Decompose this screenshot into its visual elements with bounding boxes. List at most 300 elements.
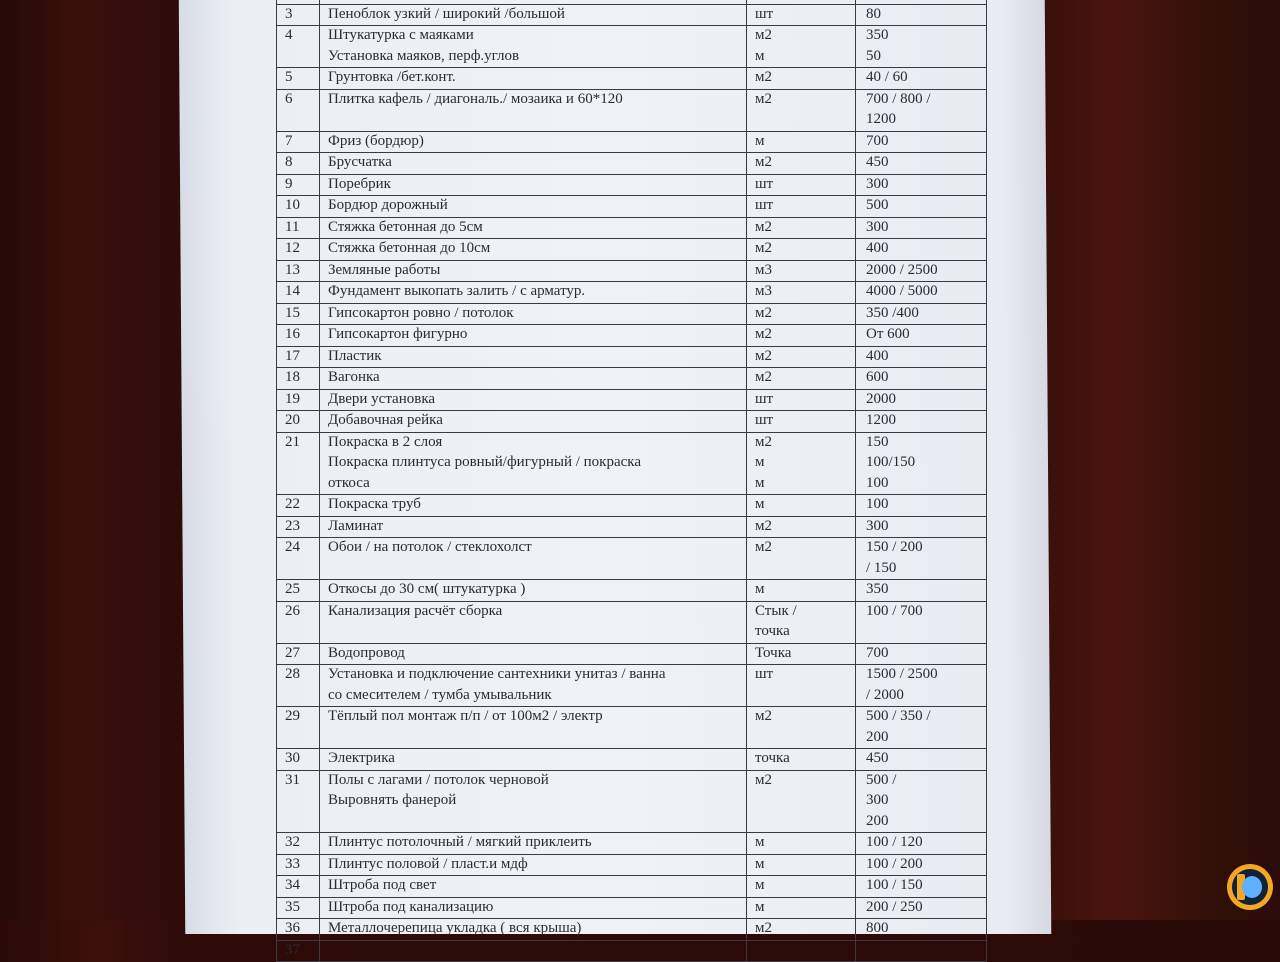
- work-name-cell: [320, 770, 747, 833]
- price-value: 40 / 60: [866, 69, 908, 85]
- work-name: Земляные работы: [328, 261, 441, 278]
- row-number: 36: [277, 919, 320, 941]
- price-value-cell: [856, 580, 987, 602]
- unit-of-measure: м: [755, 132, 765, 149]
- work-name: Ламинат: [328, 517, 384, 534]
- row-number: 6: [277, 89, 320, 131]
- work-name-cell: [320, 601, 747, 643]
- work-name: Электрика: [328, 750, 395, 766]
- unit-of-measure: м: [755, 474, 765, 491]
- table-row: [277, 153, 987, 175]
- price-value-cell: [856, 854, 987, 876]
- work-name-cell: [320, 516, 747, 538]
- work-name: Брусчатка: [328, 154, 392, 170]
- work-name-cell: [320, 940, 747, 962]
- row-number: 12: [277, 239, 320, 261]
- price-value-cell: [856, 68, 987, 90]
- price-value: 80: [866, 5, 881, 22]
- unit-of-measure-cell: [747, 131, 856, 153]
- row-number: 24: [277, 538, 320, 580]
- price-value-cell: [856, 495, 987, 517]
- work-name: Штроба под канализацию: [328, 898, 494, 915]
- unit-of-measure: м: [755, 496, 765, 512]
- table-row: [277, 919, 987, 941]
- unit-of-measure: точка: [755, 750, 790, 766]
- unit-of-measure: м: [755, 581, 765, 597]
- price-value: 150: [866, 433, 889, 450]
- unit-of-measure-cell: [747, 854, 856, 876]
- work-name: Покраска труб: [328, 496, 421, 512]
- work-name: Водопровод: [328, 644, 405, 661]
- work-name: Полы с лагами / потолок черновой: [328, 771, 549, 788]
- wooden-surface-left: [0, 0, 190, 920]
- row-number: 27: [277, 643, 320, 665]
- row-number: 19: [277, 389, 320, 411]
- table-row: [277, 601, 987, 643]
- row-number: 5: [277, 68, 320, 90]
- unit-of-measure: м: [755, 855, 765, 872]
- work-name-cell: [320, 495, 747, 517]
- row-number: 10: [277, 196, 320, 218]
- unit-of-measure: м2: [755, 369, 772, 385]
- price-list-body: [277, 0, 987, 962]
- table-row: [277, 580, 987, 602]
- unit-of-measure: точка: [755, 623, 790, 639]
- row-number: 4: [277, 26, 320, 68]
- work-name: Вагонка: [328, 369, 380, 385]
- work-name-cell: [320, 239, 747, 261]
- work-name-cell: [320, 303, 747, 325]
- unit-of-measure: [755, 0, 851, 4]
- price-value: / 150: [866, 559, 897, 576]
- table-row: [277, 4, 987, 26]
- price-value-cell: [856, 665, 987, 707]
- price-value: 4000 / 5000: [866, 283, 938, 299]
- row-number: 23: [277, 516, 320, 538]
- price-value: 400: [866, 240, 889, 256]
- price-value: 350: [866, 581, 889, 597]
- unit-of-measure: м2: [755, 218, 772, 235]
- unit-of-measure-cell: [747, 89, 856, 131]
- table-row: [277, 940, 987, 962]
- work-name: Откосы до 30 см( штукатурка ): [328, 581, 526, 597]
- logo-circle: [1242, 876, 1262, 898]
- work-name: Плитка кафель / диагональ./ мозаика и 60*120: [328, 90, 623, 107]
- unit-of-measure: м2: [755, 326, 772, 342]
- price-value-cell: [856, 876, 987, 898]
- price-value-cell: [856, 174, 987, 196]
- price-value-cell: [856, 89, 987, 131]
- work-name-cell: [320, 346, 747, 368]
- unit-of-measure-cell: [747, 368, 856, 390]
- unit-of-measure: шт: [755, 5, 774, 22]
- price-value-cell: [856, 217, 987, 239]
- unit-of-measure: м2: [755, 708, 772, 724]
- price-value: 1500 / 2500: [866, 666, 938, 682]
- price-value-cell: [856, 770, 987, 833]
- price-value-cell: [856, 411, 987, 433]
- unit-of-measure-cell: [747, 665, 856, 707]
- work-name: Установка маяков, перф.углов: [328, 47, 520, 64]
- table-row: [277, 516, 987, 538]
- price-value: 100/150: [866, 454, 916, 470]
- row-number: 31: [277, 770, 320, 833]
- price-value: 500 /: [866, 771, 897, 788]
- row-number: 33: [277, 854, 320, 876]
- table-row: [277, 432, 987, 495]
- price-value-cell: [856, 26, 987, 68]
- price-value-cell: [856, 260, 987, 282]
- price-value-cell: [856, 516, 987, 538]
- work-name: Плинтус потолочный / мягкий приклеить: [328, 834, 592, 850]
- unit-of-measure: шт: [755, 175, 774, 192]
- work-name-cell: [320, 153, 747, 175]
- row-number: 30: [277, 749, 320, 771]
- price-value-cell: [856, 346, 987, 368]
- price-value: 100 / 700: [866, 602, 923, 619]
- row-number: 32: [277, 833, 320, 855]
- unit-of-measure-cell: [747, 196, 856, 218]
- row-number: 3: [277, 4, 320, 26]
- price-value-cell: [856, 643, 987, 665]
- unit-of-measure: м2: [755, 90, 772, 107]
- table-row: [277, 68, 987, 90]
- work-name: Стяжка бетонная до 5см: [328, 218, 483, 235]
- price-value: От 600: [866, 326, 910, 342]
- work-name: Двери установка: [328, 390, 436, 407]
- unit-of-measure: шт: [755, 412, 774, 428]
- work-name: Грунтовка /бет.конт.: [328, 69, 456, 85]
- price-value-cell: [856, 239, 987, 261]
- row-number: 25: [277, 580, 320, 602]
- price-value: 450: [866, 750, 889, 766]
- work-name-cell: [320, 89, 747, 131]
- unit-of-measure: Точка: [755, 644, 792, 661]
- price-value: 50: [866, 47, 881, 64]
- unit-of-measure-cell: [747, 26, 856, 68]
- work-name-cell: [320, 432, 747, 495]
- unit-of-measure-cell: [747, 707, 856, 749]
- price-value-cell: [856, 282, 987, 304]
- price-value: [866, 941, 982, 962]
- unit-of-measure-cell: [747, 580, 856, 602]
- unit-of-measure: м2: [755, 154, 772, 170]
- row-number: 37: [277, 940, 320, 962]
- unit-of-measure-cell: [747, 282, 856, 304]
- row-number: 13: [277, 260, 320, 282]
- price-value-cell: [856, 432, 987, 495]
- work-name: Добавочная рейка: [328, 412, 443, 428]
- work-name-cell: [320, 174, 747, 196]
- price-value-cell: [856, 389, 987, 411]
- unit-of-measure-cell: [747, 303, 856, 325]
- work-name-cell: [320, 368, 747, 390]
- unit-of-measure-cell: [747, 174, 856, 196]
- work-name: Пеноблок узкий / широкий /большой: [328, 5, 565, 22]
- price-list-table: [276, 0, 987, 962]
- price-value: 2000: [866, 390, 896, 407]
- unit-of-measure: м3: [755, 283, 772, 299]
- price-value-cell: [856, 153, 987, 175]
- work-name-cell: [320, 26, 747, 68]
- unit-of-measure-cell: [747, 346, 856, 368]
- unit-of-measure-cell: [747, 538, 856, 580]
- work-name: Стяжка бетонная до 10см: [328, 240, 491, 256]
- table-row: [277, 411, 987, 433]
- price-value: 1200: [866, 412, 896, 428]
- table-row: [277, 174, 987, 196]
- price-value-cell: [856, 749, 987, 771]
- work-name-cell: [320, 854, 747, 876]
- price-value: 700: [866, 644, 889, 661]
- price-value: [866, 0, 982, 4]
- unit-of-measure-cell: [747, 897, 856, 919]
- unit-of-measure: м2: [755, 240, 772, 256]
- price-value: 700: [866, 132, 889, 149]
- work-name-cell: [320, 919, 747, 941]
- unit-of-measure: м2: [755, 920, 772, 936]
- work-name-cell: [320, 131, 747, 153]
- table-row: [277, 389, 987, 411]
- work-name: Гипсокартон фигурно: [328, 326, 468, 342]
- price-value-cell: [856, 303, 987, 325]
- table-row: [277, 854, 987, 876]
- price-value-cell: [856, 4, 987, 26]
- work-name-cell: [320, 897, 747, 919]
- work-name-cell: [320, 325, 747, 347]
- price-value-cell: [856, 940, 987, 962]
- unit-of-measure: м: [755, 47, 765, 64]
- unit-of-measure: шт: [755, 390, 774, 407]
- unit-of-measure: м2: [755, 27, 772, 43]
- work-name: Покраска плинтуса ровный/фигурный / покраска: [328, 454, 642, 470]
- table-row: [277, 260, 987, 282]
- work-name-cell: [320, 749, 747, 771]
- unit-of-measure: [755, 941, 851, 962]
- work-name-cell: [320, 833, 747, 855]
- unit-of-measure-cell: [747, 325, 856, 347]
- work-name: Металлочерепица укладка ( вся крыша): [328, 920, 582, 936]
- work-name-cell: [320, 4, 747, 26]
- work-name: [328, 941, 742, 962]
- work-name: Установка и подключение сантехники унитаз / ванна: [328, 666, 666, 682]
- unit-of-measure-cell: [747, 919, 856, 941]
- work-name-cell: [320, 389, 747, 411]
- row-number: 34: [277, 876, 320, 898]
- work-name: со смесителем / тумба умывальник: [328, 686, 552, 703]
- table-row: [277, 707, 987, 749]
- work-name-cell: [320, 876, 747, 898]
- table-row: [277, 770, 987, 833]
- row-number: 17: [277, 346, 320, 368]
- work-name-cell: [320, 665, 747, 707]
- work-name-cell: [320, 411, 747, 433]
- price-value-cell: [856, 325, 987, 347]
- unit-of-measure: м: [755, 898, 765, 915]
- unit-of-measure: м3: [755, 261, 772, 278]
- unit-of-measure-cell: [747, 260, 856, 282]
- unit-of-measure-cell: [747, 833, 856, 855]
- price-value-cell: [856, 601, 987, 643]
- row-number: 21: [277, 432, 320, 495]
- unit-of-measure-cell: [747, 68, 856, 90]
- price-value: 1200: [866, 111, 896, 127]
- row-number: 26: [277, 601, 320, 643]
- unit-of-measure-cell: [747, 153, 856, 175]
- unit-of-measure: м2: [755, 304, 772, 321]
- table-row: [277, 538, 987, 580]
- price-value-cell: [856, 707, 987, 749]
- table-row: [277, 131, 987, 153]
- price-value: 350 /400: [866, 304, 919, 321]
- price-value-cell: [856, 538, 987, 580]
- work-name: Тёплый пол монтаж п/п / от 100м2 / электр: [328, 708, 603, 724]
- table-row: [277, 876, 987, 898]
- row-number: 18: [277, 368, 320, 390]
- work-name: Штроба под свет: [328, 877, 437, 893]
- wooden-surface-right: [1045, 0, 1280, 920]
- row-number: 9: [277, 174, 320, 196]
- price-value: 100 / 200: [866, 855, 923, 872]
- table-row: [277, 325, 987, 347]
- unit-of-measure-cell: [747, 217, 856, 239]
- work-name-cell: [320, 643, 747, 665]
- work-name: Обои / на потолок / стеклохолст: [328, 539, 532, 555]
- unit-of-measure: м: [755, 454, 765, 470]
- price-value: 800: [866, 920, 889, 936]
- unit-of-measure-cell: [747, 239, 856, 261]
- table-row: [277, 196, 987, 218]
- unit-of-measure: м2: [755, 517, 772, 534]
- work-name: Пластик: [328, 347, 382, 364]
- unit-of-measure: м2: [755, 771, 772, 788]
- row-number: 7: [277, 131, 320, 153]
- row-number: 16: [277, 325, 320, 347]
- unit-of-measure: шт: [755, 197, 774, 213]
- work-name: Покраска в 2 слоя: [328, 433, 443, 450]
- unit-of-measure: м2: [755, 347, 772, 364]
- work-name-cell: [320, 196, 747, 218]
- work-name: Штукатурка с маяками: [328, 27, 474, 43]
- watermark-logo-icon: [1227, 864, 1273, 910]
- unit-of-measure: м: [755, 877, 765, 893]
- price-value: 300: [866, 517, 889, 534]
- unit-of-measure: м2: [755, 539, 772, 555]
- price-value: 100 / 120: [866, 834, 923, 850]
- unit-of-measure-cell: [747, 389, 856, 411]
- row-number: 35: [277, 897, 320, 919]
- unit-of-measure-cell: [747, 643, 856, 665]
- table-row: [277, 749, 987, 771]
- price-value: 300: [866, 792, 889, 808]
- unit-of-measure-cell: [747, 749, 856, 771]
- price-value: 400: [866, 347, 889, 364]
- unit-of-measure: м: [755, 834, 765, 850]
- row-number: 11: [277, 217, 320, 239]
- price-value: 500 / 350 /: [866, 708, 931, 724]
- unit-of-measure-cell: [747, 770, 856, 833]
- price-value: 450: [866, 154, 889, 170]
- row-number: 28: [277, 665, 320, 707]
- row-number: 20: [277, 411, 320, 433]
- price-value-cell: [856, 196, 987, 218]
- unit-of-measure-cell: [747, 601, 856, 643]
- price-value: 100: [866, 474, 889, 491]
- price-value: 600: [866, 369, 889, 385]
- price-value: 200: [866, 728, 889, 745]
- row-number: 15: [277, 303, 320, 325]
- price-value: 150 / 200: [866, 539, 923, 555]
- price-value-cell: [856, 897, 987, 919]
- price-value: 300: [866, 218, 889, 235]
- price-value: 350: [866, 27, 889, 43]
- price-value: 700 / 800 /: [866, 90, 931, 107]
- price-value: 200: [866, 812, 889, 829]
- unit-of-measure-cell: [747, 411, 856, 433]
- table-row: [277, 303, 987, 325]
- work-name-cell: [320, 538, 747, 580]
- work-name-cell: [320, 260, 747, 282]
- table-row: [277, 217, 987, 239]
- price-value-cell: [856, 919, 987, 941]
- unit-of-measure-cell: [747, 432, 856, 495]
- row-number: 29: [277, 707, 320, 749]
- table-row: [277, 239, 987, 261]
- unit-of-measure-cell: [747, 495, 856, 517]
- unit-of-measure: шт: [755, 666, 774, 682]
- price-value-cell: [856, 833, 987, 855]
- table-row: [277, 282, 987, 304]
- work-name: [328, 0, 742, 4]
- unit-of-measure: м2: [755, 69, 772, 85]
- row-number: 8: [277, 153, 320, 175]
- table-row: [277, 495, 987, 517]
- price-value: 200 / 250: [866, 898, 923, 915]
- unit-of-measure-cell: [747, 4, 856, 26]
- price-value: 500: [866, 197, 889, 213]
- table-row: [277, 368, 987, 390]
- work-name-cell: [320, 580, 747, 602]
- price-value-cell: [856, 368, 987, 390]
- work-name-cell: [320, 707, 747, 749]
- table-row: [277, 665, 987, 707]
- unit-of-measure-cell: [747, 940, 856, 962]
- work-name: Фриз (бордюр): [328, 132, 424, 149]
- unit-of-measure: м2: [755, 433, 772, 450]
- row-number: 22: [277, 495, 320, 517]
- work-name: откоса: [328, 474, 370, 491]
- unit-of-measure-cell: [747, 876, 856, 898]
- work-name-cell: [320, 68, 747, 90]
- table-row: [277, 26, 987, 68]
- price-value: 300: [866, 175, 889, 192]
- work-name: Гипсокартон ровно / потолок: [328, 304, 514, 321]
- work-name-cell: [320, 217, 747, 239]
- work-name: Выровнять фанерой: [328, 792, 457, 808]
- price-value-cell: [856, 131, 987, 153]
- price-value: 100: [866, 496, 889, 512]
- work-name: Фундамент выкопать залить / с арматур.: [328, 283, 586, 299]
- work-name-cell: [320, 282, 747, 304]
- price-value: / 2000: [866, 686, 904, 703]
- work-name: Канализация расчёт сборка: [328, 602, 503, 619]
- row-number: 14: [277, 282, 320, 304]
- unit-of-measure-cell: [747, 516, 856, 538]
- work-name: Плинтус половой / пласт.и мдф: [328, 855, 528, 872]
- table-row: [277, 897, 987, 919]
- table-row: [277, 89, 987, 131]
- work-name: Поребрик: [328, 175, 391, 192]
